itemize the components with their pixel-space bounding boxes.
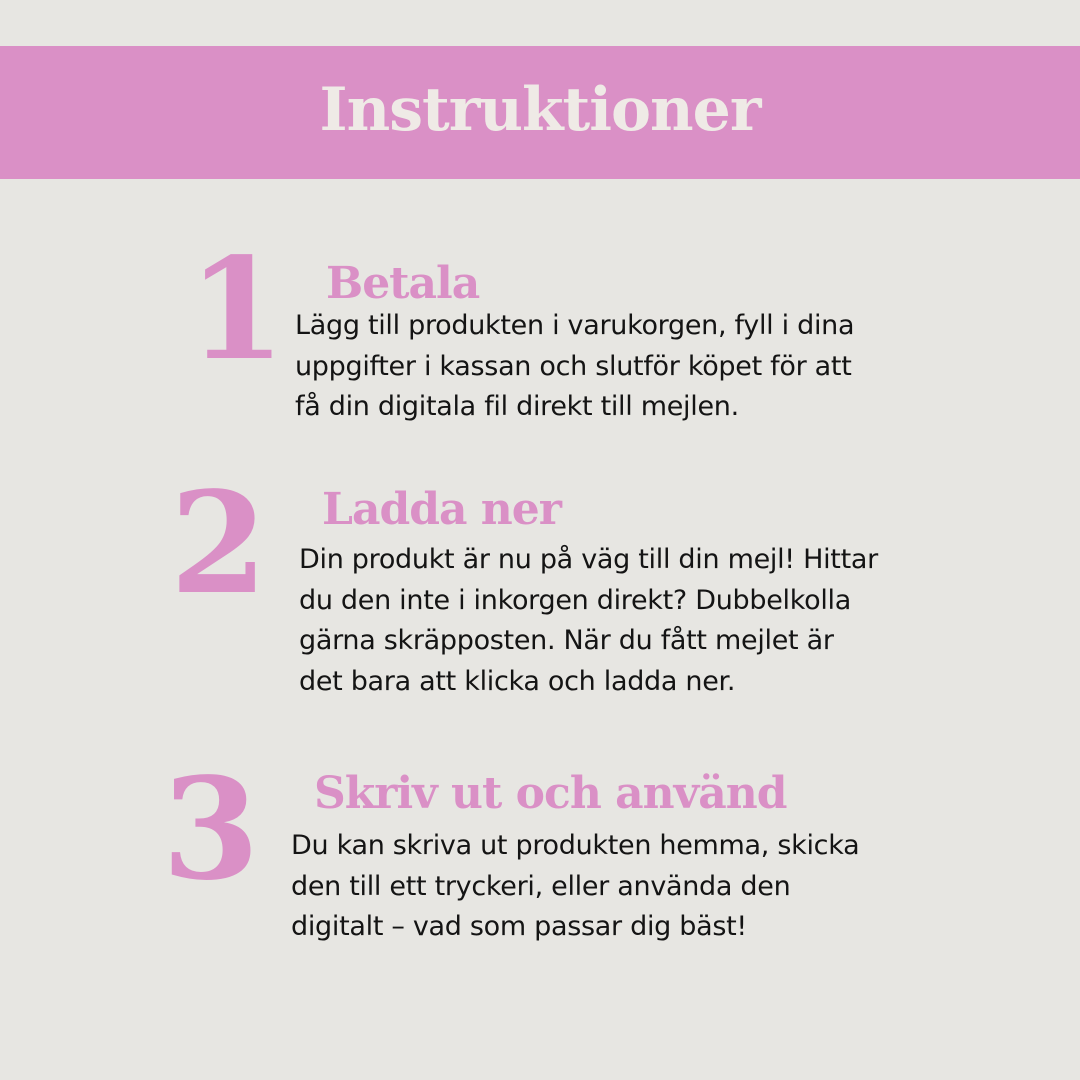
step-3-body-line: den till ett tryckeri, eller använda den: [291, 870, 791, 902]
step-3-heading: Skriv ut och använd: [314, 768, 787, 819]
step-1-heading: Betala: [326, 258, 480, 309]
step-3-body-line: Du kan skriva ut produkten hemma, skicka: [291, 830, 860, 861]
step-2-body-line: Din produkt är nu på väg till din mejl! Hittar: [299, 544, 878, 575]
step-1-body-line: uppgifter i kassan och slutför köpet för att: [295, 350, 852, 382]
step-1-body-line: Lägg till produkten i varukorgen, fyll i dina: [295, 310, 855, 341]
step-2-body: [299, 540, 878, 702]
step-3-body-line: digitalt – vad som passar dig bäst!: [291, 911, 747, 942]
step-2-body-line: du den inte i inkorgen direkt? Dubbelkolla: [299, 584, 851, 616]
step-1-body-line: få din digitala fil direkt till mejlen.: [295, 391, 739, 422]
step-1-body: [295, 306, 854, 428]
step-3-body: [291, 826, 859, 948]
step-2-body-line: det bara att klicka och ladda ner.: [299, 665, 736, 697]
step-2-heading: Ladda ner: [322, 484, 561, 535]
step-3-number: 3: [162, 748, 260, 912]
step-2-number: 2: [170, 462, 268, 626]
step-2-body-line: gärna skräpposten. När du fått mejlet är: [299, 625, 834, 656]
title-banner: [0, 46, 1080, 179]
step-1-number: 1: [188, 228, 286, 392]
page-title: Instruktioner: [319, 74, 761, 145]
